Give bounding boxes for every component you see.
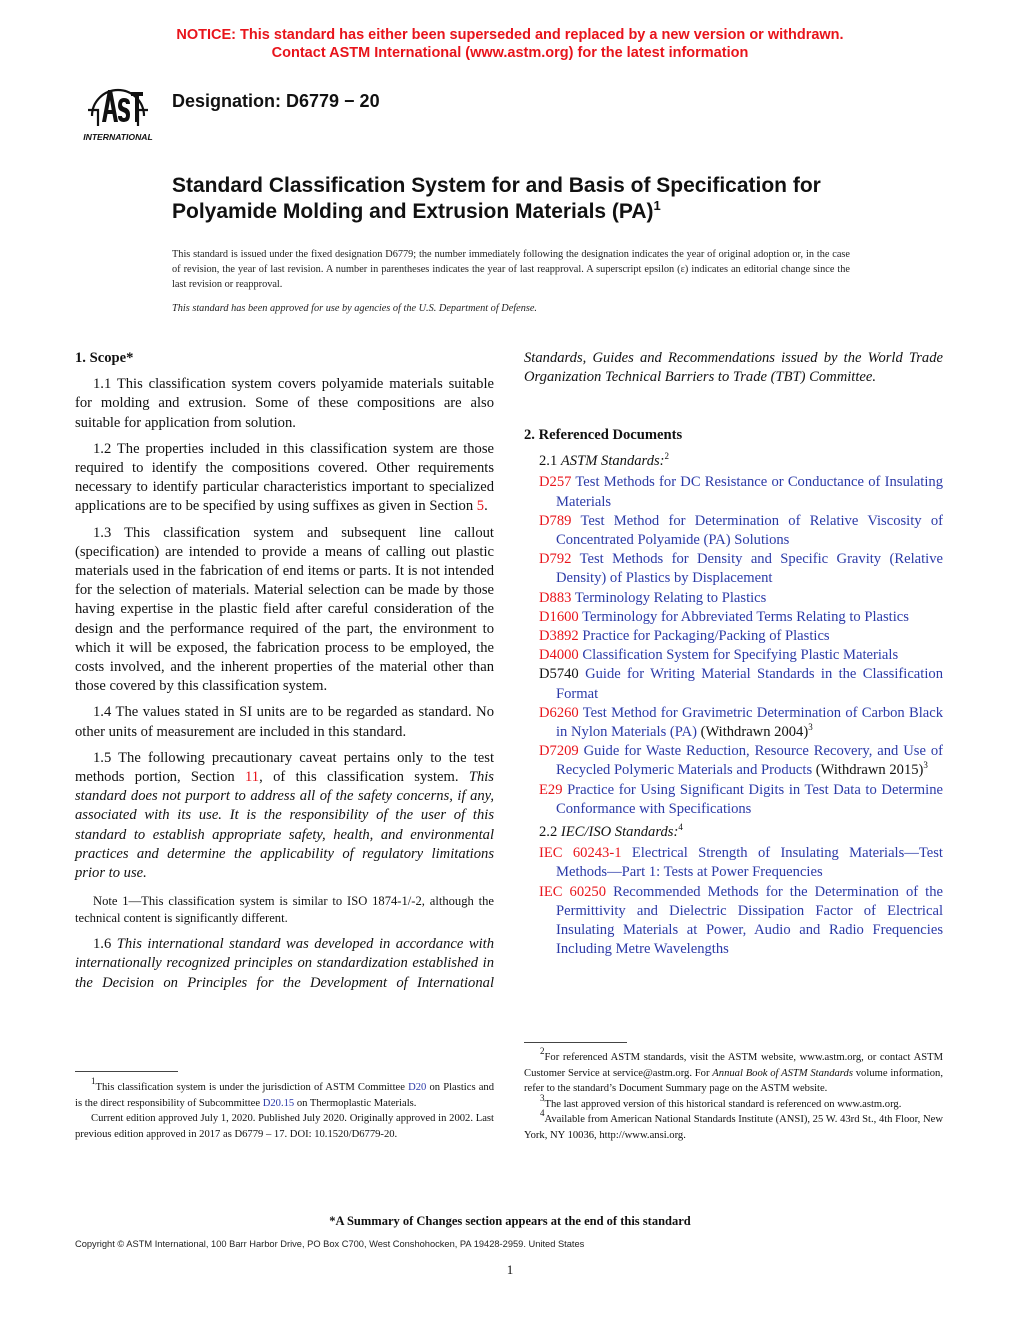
reference-d4000[interactable] bbox=[524, 646, 943, 665]
astm-standards-label bbox=[539, 452, 943, 471]
ref-code[interactable]: D3892 bbox=[539, 628, 579, 645]
ref-code[interactable]: D6260 bbox=[539, 704, 579, 721]
footnote-1-text: This classification system is under the jurisdiction of ASTM Committee bbox=[95, 1082, 409, 1093]
section-11-link[interactable]: 11 bbox=[245, 769, 260, 786]
ref-title[interactable]: Guide for Writing Material Standards in the Classification Format bbox=[556, 666, 943, 702]
astm-logo bbox=[74, 76, 162, 144]
ref-code[interactable]: E29 bbox=[539, 781, 563, 798]
ref-title[interactable]: Terminology Relating to Plastics bbox=[574, 589, 767, 606]
issue-note: This standard is issued under the fixed designation D6779; the number immediately following the designation indicates the year of original adoption or, in the case of revision, the year of last revision. A number in parentheses indicates the year of last reapproval. A superscript epsilon (ε) indicates an editorial change since the last revision or reapproval. bbox=[172, 249, 850, 290]
footnote-1-mark: 1 bbox=[91, 1076, 96, 1086]
footnote-1 bbox=[75, 1076, 494, 1111]
page-number: 1 bbox=[506, 1262, 514, 1277]
footnote-3-text: The last approved version of this historical standard is referenced on www.astm.org. bbox=[544, 1098, 902, 1110]
footnote-1-text-b: on Plastics and is the direct responsibility of Subcommittee bbox=[75, 1082, 494, 1109]
astm-reference-list bbox=[524, 473, 943, 819]
reference-d5740[interactable] bbox=[524, 665, 943, 703]
supersede-notice bbox=[0, 26, 1020, 62]
astm-label-num: 2.1 bbox=[539, 453, 561, 470]
ref-code[interactable]: D792 bbox=[539, 551, 572, 568]
summary-of-changes-note: *A Summary of Changes section appears at the end of this standard bbox=[329, 1214, 691, 1228]
ref-title[interactable]: Electrical Strength of Insulating Materials—Test Methods—Part 1: Tests at Power Frequencies bbox=[556, 845, 943, 881]
ref-code[interactable]: D1600 bbox=[539, 608, 579, 625]
iec-reference-list bbox=[524, 844, 943, 959]
reference-e29[interactable] bbox=[524, 781, 943, 819]
reference-iec-60250[interactable] bbox=[524, 883, 943, 960]
reference-d3892[interactable] bbox=[524, 627, 943, 646]
ref-title[interactable]: Recommended Methods for the Determination of the Permittivity and Dielectric Dissipation Factor of Electrical Insulating Materials at Power, Audio and Radio Frequencies Including Metre Wavelengths bbox=[556, 883, 943, 958]
footnotes-left bbox=[75, 1076, 494, 1142]
reference-d883[interactable] bbox=[524, 589, 943, 608]
notice-line-1: NOTICE: This standard has either been superseded and replaced by a new version or withdrawn. bbox=[176, 27, 844, 43]
section-1-6-continued bbox=[524, 349, 943, 406]
document-title bbox=[172, 173, 872, 225]
section-5-link[interactable]: 5 bbox=[476, 498, 485, 515]
logo-wordmark: INTERNATIONAL bbox=[83, 132, 153, 142]
ref-title[interactable]: Test Method for Gravimetric Determination of Carbon Black in Nylon Materials (PA) bbox=[556, 704, 944, 741]
footnote-2-text: For referenced ASTM standards, visit the ASTM website, www.astm.org, or contact ASTM Customer Service at service@astm.org. For bbox=[524, 1052, 943, 1079]
footnote-3-mark: 3 bbox=[540, 1092, 545, 1103]
withdrawn-note: (Withdrawn 2015) bbox=[812, 762, 924, 779]
edition-note: Current edition approved July 1, 2020. Published July 2020. Originally approved in 2002. Last previous edition approved in 2017 as D6779 – 17. DOI: 10.1520/D6779-20. bbox=[75, 1113, 494, 1140]
reference-d7209[interactable] bbox=[524, 742, 943, 780]
title-footnote-mark[interactable]: 1 bbox=[653, 198, 661, 213]
iec-footnote-mark[interactable]: 4 bbox=[678, 822, 683, 833]
footnotes-right bbox=[524, 1046, 943, 1143]
section-1-3: 1.3 This classification system and subsequent line callout (specification) are intended to provide a means of calling out plastic materials used in the fabrication of end items or parts. It is not intended for the selection of materials. Material selection can be made by those having expertise in the plastic field after careful consideration of the design and the performance required of the part, the environment to which it will be exposed, the fabrication process to be employed, the costs involved, and the inherent properties of the material other than those covered by this classification system. bbox=[75, 524, 494, 695]
ref-code: D5740 bbox=[539, 666, 579, 683]
footnote-divider-left bbox=[75, 1071, 178, 1072]
ref-code[interactable]: IEC 60243-1 bbox=[539, 845, 622, 862]
section-1-6-num: 1.6 bbox=[93, 936, 117, 953]
footnote-4-mark: 4 bbox=[540, 1108, 545, 1118]
designation: Designation: D6779 − 20 bbox=[172, 91, 380, 111]
reference-d6260[interactable] bbox=[524, 704, 943, 742]
iec-label-text: IEC/ISO Standards: bbox=[560, 824, 679, 841]
ref-title[interactable]: Terminology for Abbreviated Terms Relating to Plastics bbox=[582, 608, 909, 625]
notice-line-2: Contact ASTM International (www.astm.org) for the latest information bbox=[271, 45, 749, 61]
scope-heading: 1. Scope* bbox=[75, 350, 134, 366]
copyright-line: Copyright © ASTM International, 100 Barr Harbor Drive, PO Box C700, West Conshohocken, PA 19428-2959. United States bbox=[75, 1239, 585, 1249]
footnote-2 bbox=[524, 1046, 943, 1097]
astm-label-text: ASTM Standards: bbox=[560, 453, 665, 470]
ref-title[interactable]: Test Method for Determination of Relative Viscosity of Concentrated Polyamide (PA) Solutions bbox=[556, 512, 943, 549]
reference-d789[interactable] bbox=[524, 512, 943, 550]
ref-code[interactable]: D4000 bbox=[539, 647, 579, 664]
footnote-1-text-c: on Thermoplastic Materials. bbox=[294, 1097, 417, 1109]
ref-code[interactable]: D257 bbox=[539, 474, 572, 491]
ref-title[interactable]: Classification System for Specifying Plastic Materials bbox=[582, 647, 899, 664]
title-line-1: Standard Classification System for and Basis of Specification for bbox=[172, 174, 821, 197]
reference-d257[interactable] bbox=[524, 473, 943, 511]
note-1: Note 1—This classification system is similar to ISO 1874-1/-2, although the technical content is significantly different. bbox=[75, 894, 494, 926]
reference-iec-60243-1[interactable] bbox=[524, 844, 943, 882]
title-line-2-text: Polyamide Molding and Extrusion Materials (PA) bbox=[172, 200, 654, 223]
footnote-divider-right bbox=[524, 1042, 627, 1043]
footnote-3-mark[interactable]: 3 bbox=[923, 760, 928, 771]
footnote-4 bbox=[524, 1108, 943, 1143]
astm-seal-icon bbox=[74, 76, 162, 144]
iec-iso-standards-label bbox=[539, 823, 943, 842]
section-1-5 bbox=[75, 749, 494, 883]
footnote-2-text-b: volume information, refer to the standard’s Document Summary page on the ASTM website. bbox=[524, 1067, 943, 1094]
right-column bbox=[524, 349, 943, 959]
referenced-documents-heading: 2. Referenced Documents bbox=[524, 427, 683, 443]
section-1-2 bbox=[75, 440, 494, 517]
section-1-5-text-b: , of this classification system. bbox=[259, 769, 469, 786]
section-1-6-italic: This international standard was developed in accordance with internationally recognized principles on standardization established in the Decision on Principles for the Development of International bbox=[75, 936, 494, 991]
section-1-2-text: 1.2 The properties included in this classification system are those required to identify the compositions covered. Other requirements necessary to identify particular characteristics important to specialized applications are to be specified by using suffixes as given in Section bbox=[75, 440, 494, 515]
section-1-4: 1.4 The values stated in SI units are to be regarded as standard. No other units of measurement are included in this standard. bbox=[75, 704, 494, 740]
annual-book-title: Annual Book of ASTM Standards bbox=[712, 1067, 853, 1079]
footnote-2-mark: 2 bbox=[540, 1046, 545, 1056]
iec-label-num: 2.2 bbox=[539, 824, 561, 841]
ref-code[interactable]: D789 bbox=[539, 512, 572, 529]
section-1-2-end: . bbox=[484, 498, 488, 515]
section-1-6-continued-text: Standards, Guides and Recommendations issued by the World Trade Organization Technical Barriers to Trade (TBT) Committee. bbox=[524, 350, 943, 386]
ref-title[interactable]: Test Methods for DC Resistance or Conductance of Insulating Materials bbox=[556, 474, 943, 510]
reference-d1600[interactable] bbox=[524, 608, 943, 627]
ref-title[interactable]: Guide for Waste Reduction, Resource Recovery, and Use of Recycled Polymeric Materials and Products bbox=[556, 743, 943, 779]
ref-title[interactable]: Practice for Using Significant Digits in Test Data to Determine Conformance with Specifications bbox=[556, 781, 943, 817]
withdrawn-note: (Withdrawn 2004) bbox=[696, 724, 809, 741]
title-line-2 bbox=[172, 199, 872, 225]
dod-approval-note: This standard has been approved for use by agencies of the U.S. Department of Defense. bbox=[172, 303, 538, 314]
committee-d20-link[interactable]: D20 bbox=[408, 1082, 427, 1093]
ref-code[interactable]: D7209 bbox=[539, 743, 579, 760]
safety-caveat: This standard does not purport to address all of the safety concerns, if any, associated with its use. It is the responsibility of the user of this standard to establish appropriate safety, health, and environmental practices and determine the applicability of regulatory limitations prior to use. bbox=[75, 769, 494, 882]
ref-code[interactable]: D883 bbox=[539, 589, 572, 606]
footnote-3-mark[interactable]: 3 bbox=[808, 722, 813, 733]
section-1-5-text: 1.5 The following precautionary caveat pertains only to the test methods portion, Section bbox=[75, 749, 494, 786]
subcommittee-d20-15-link[interactable]: D20.15 bbox=[262, 1097, 295, 1109]
section-1-1: 1.1 This classification system covers polyamide materials suitable for molding and extrusion. Some of these compositions are also suitable for application from solution. bbox=[75, 376, 494, 431]
ref-title[interactable]: Test Methods for Density and Specific Gravity (Relative Density) of Plastics by Displacement bbox=[556, 551, 944, 587]
ref-title[interactable]: Practice for Packaging/Packing of Plastics bbox=[582, 628, 830, 645]
astm-footnote-mark[interactable]: 2 bbox=[664, 451, 670, 462]
section-1-6 bbox=[75, 935, 494, 993]
footnote-3 bbox=[524, 1092, 943, 1113]
footnote-4-text: Available from American National Standards Institute (ANSI), 25 W. 43rd St., 4th Floor, New York, NY 10036, http://www.ansi.org. bbox=[524, 1114, 943, 1141]
reference-d792[interactable] bbox=[524, 550, 943, 588]
ref-code[interactable]: IEC 60250 bbox=[539, 883, 607, 900]
left-column bbox=[75, 349, 494, 1000]
